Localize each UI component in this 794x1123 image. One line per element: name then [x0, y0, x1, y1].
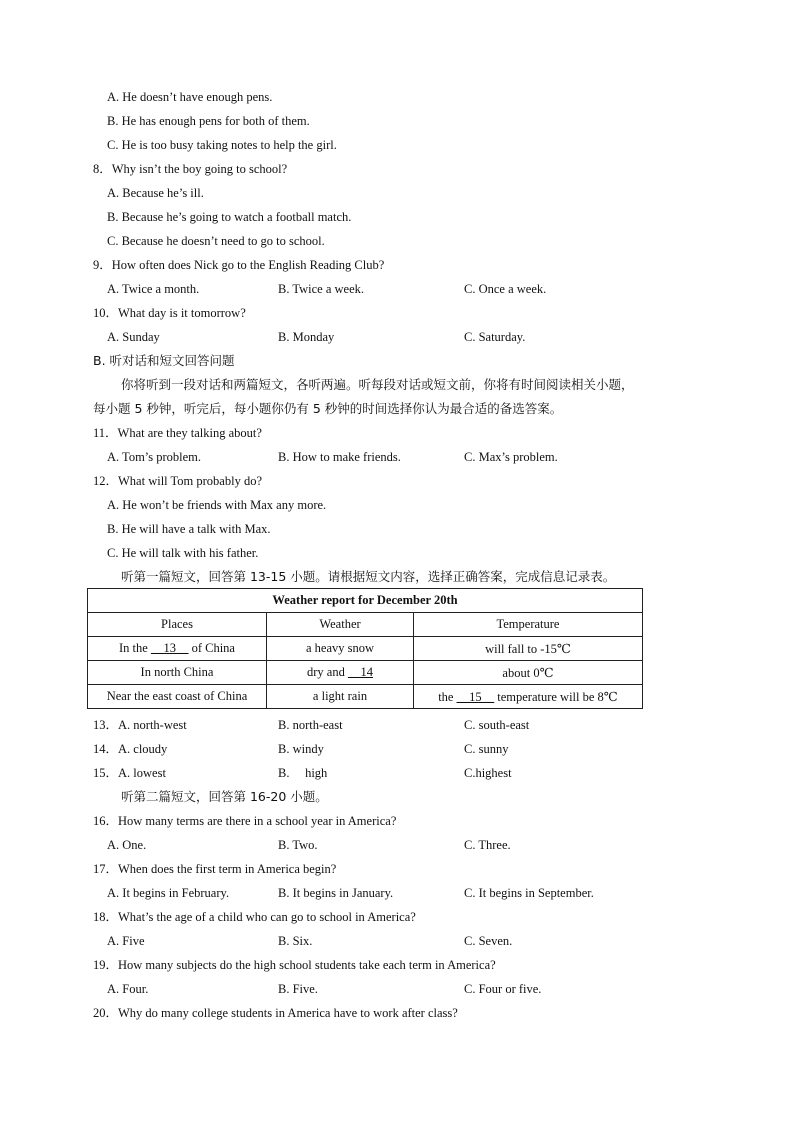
passage2-intro: 听第二篇短文，回答第 16-20 小题。 [121, 789, 328, 804]
q17-option-a: A. It begins in February. [107, 886, 230, 900]
row1-temperature: will fall to -15℃ [414, 637, 643, 661]
table-title: Weather report for December 20th [88, 589, 643, 613]
q9-question: 9．How often does Nick go to the English Reading Club? [93, 258, 385, 272]
q18-option-b: B. Six. [278, 934, 313, 948]
row3-place: Near the east coast of China [88, 685, 267, 709]
q19-option-a: A. Four. [107, 982, 149, 996]
q17-option-c: C. It begins in September. [464, 886, 594, 900]
q10-question: 10．What day is it tomorrow? [93, 306, 246, 320]
q16-question: 16．How many terms are there in a school year in America? [93, 814, 397, 828]
q7-option-a: A. He doesn’t have enough pens. [107, 90, 273, 104]
q9-option-a: A. Twice a month. [107, 282, 200, 296]
q14-question: 14．A. cloudy [93, 742, 168, 756]
q7-option-b: B. He has enough pens for both of them. [107, 114, 310, 128]
q18-option-a: A. Five [107, 934, 145, 948]
q11-question: 11．What are they talking about? [93, 426, 262, 440]
q13-option-b: B. north-east [278, 718, 343, 732]
q12-option-b: B. He will have a talk with Max. [107, 522, 271, 536]
q17-option-b: B. It begins in January. [278, 886, 394, 900]
q9-option-c: C. Once a week. [464, 282, 547, 296]
q16-option-b: B. Two. [278, 838, 318, 852]
header-temperature: Temperature [414, 613, 643, 637]
row2-weather: dry and __14 [267, 661, 414, 685]
row3-temperature: the __15__ temperature will be 8℃ [414, 685, 643, 709]
section-b-heading: B. 听对话和短文回答问题 [93, 353, 235, 368]
q8-option-a: A. Because he’s ill. [107, 186, 204, 200]
q8-question: 8．Why isn’t the boy going to school? [93, 162, 288, 176]
table-row [88, 685, 643, 709]
q16-option-c: C. Three. [464, 838, 511, 852]
header-places: Places [88, 613, 267, 637]
q16-option-a: A. One. [107, 838, 147, 852]
q13-question: 13．A. north-west [93, 718, 187, 732]
q9-option-b: B. Twice a week. [278, 282, 365, 296]
q8-option-b: B. Because he’s going to watch a football match. [107, 210, 352, 224]
table-row [88, 661, 643, 685]
q18-option-c: C. Seven. [464, 934, 513, 948]
q18-question: 18．What’s the age of a child who can go to school in America? [93, 910, 416, 924]
weather-report-table [87, 588, 643, 709]
q12-option-a: A. He won’t be friends with Max any more. [107, 498, 327, 512]
q19-question: 19．How many subjects do the high school students take each term in America? [93, 958, 496, 972]
q7-option-c: C. He is too busy taking notes to help the girl. [107, 138, 337, 152]
q17-question: 17．When does the first term in America begin? [93, 862, 337, 876]
row1-place: In the __13__ of China [88, 637, 267, 661]
q11-option-c: C. Max’s problem. [464, 450, 558, 464]
row3-weather: a light rain [267, 685, 414, 709]
q11-option-a: A. Tom’s problem. [107, 450, 202, 464]
q14-option-b: B. windy [278, 742, 324, 756]
q13-option-c: C. south-east [464, 718, 530, 732]
row2-temperature: about 0℃ [414, 661, 643, 685]
table-row [88, 637, 643, 661]
q10-option-b: B. Monday [278, 330, 335, 344]
q20-question: 20．Why do many college students in America have to work after class? [93, 1006, 458, 1020]
q12-question: 12．What will Tom probably do? [93, 474, 263, 488]
blank-15: __15__ [456, 689, 495, 704]
q19-option-c: C. Four or five. [464, 982, 542, 996]
blank-13: __13__ [150, 641, 189, 655]
q19-option-b: B. Five. [278, 982, 318, 996]
q8-option-c: C. Because he doesn’t need to go to school. [107, 234, 325, 248]
section-b-instruction-line1: 你将听到一段对话和两篇短文，各听两遍。听每段对话或短文前，你将有时间阅读相关小题， [121, 377, 634, 392]
q14-option-c: C. sunny [464, 742, 509, 756]
header-weather: Weather [267, 613, 414, 637]
q10-option-c: C. Saturday. [464, 330, 526, 344]
passage1-intro: 听第一篇短文，回答第 13-15 小题。请根据短文内容，选择正确答案，完成信息记录表。 [121, 569, 616, 584]
row2-place: In north China [88, 661, 267, 685]
section-b-instruction-line2: 每小题 5 秒钟，听完后，每小题你仍有 5 秒钟的时间选择你认为最合适的备选答案。 [93, 401, 563, 416]
blank-14: __14 [347, 665, 373, 679]
q15-option-b: B. high [278, 766, 328, 780]
row1-weather: a heavy snow [267, 637, 414, 661]
q15-option-c: C.highest [464, 766, 512, 780]
q11-option-b: B. How to make friends. [278, 450, 401, 464]
q15-question: 15．A. lowest [93, 766, 166, 780]
q12-option-c: C. He will talk with his father. [107, 546, 259, 560]
q10-option-a: A. Sunday [107, 330, 160, 344]
